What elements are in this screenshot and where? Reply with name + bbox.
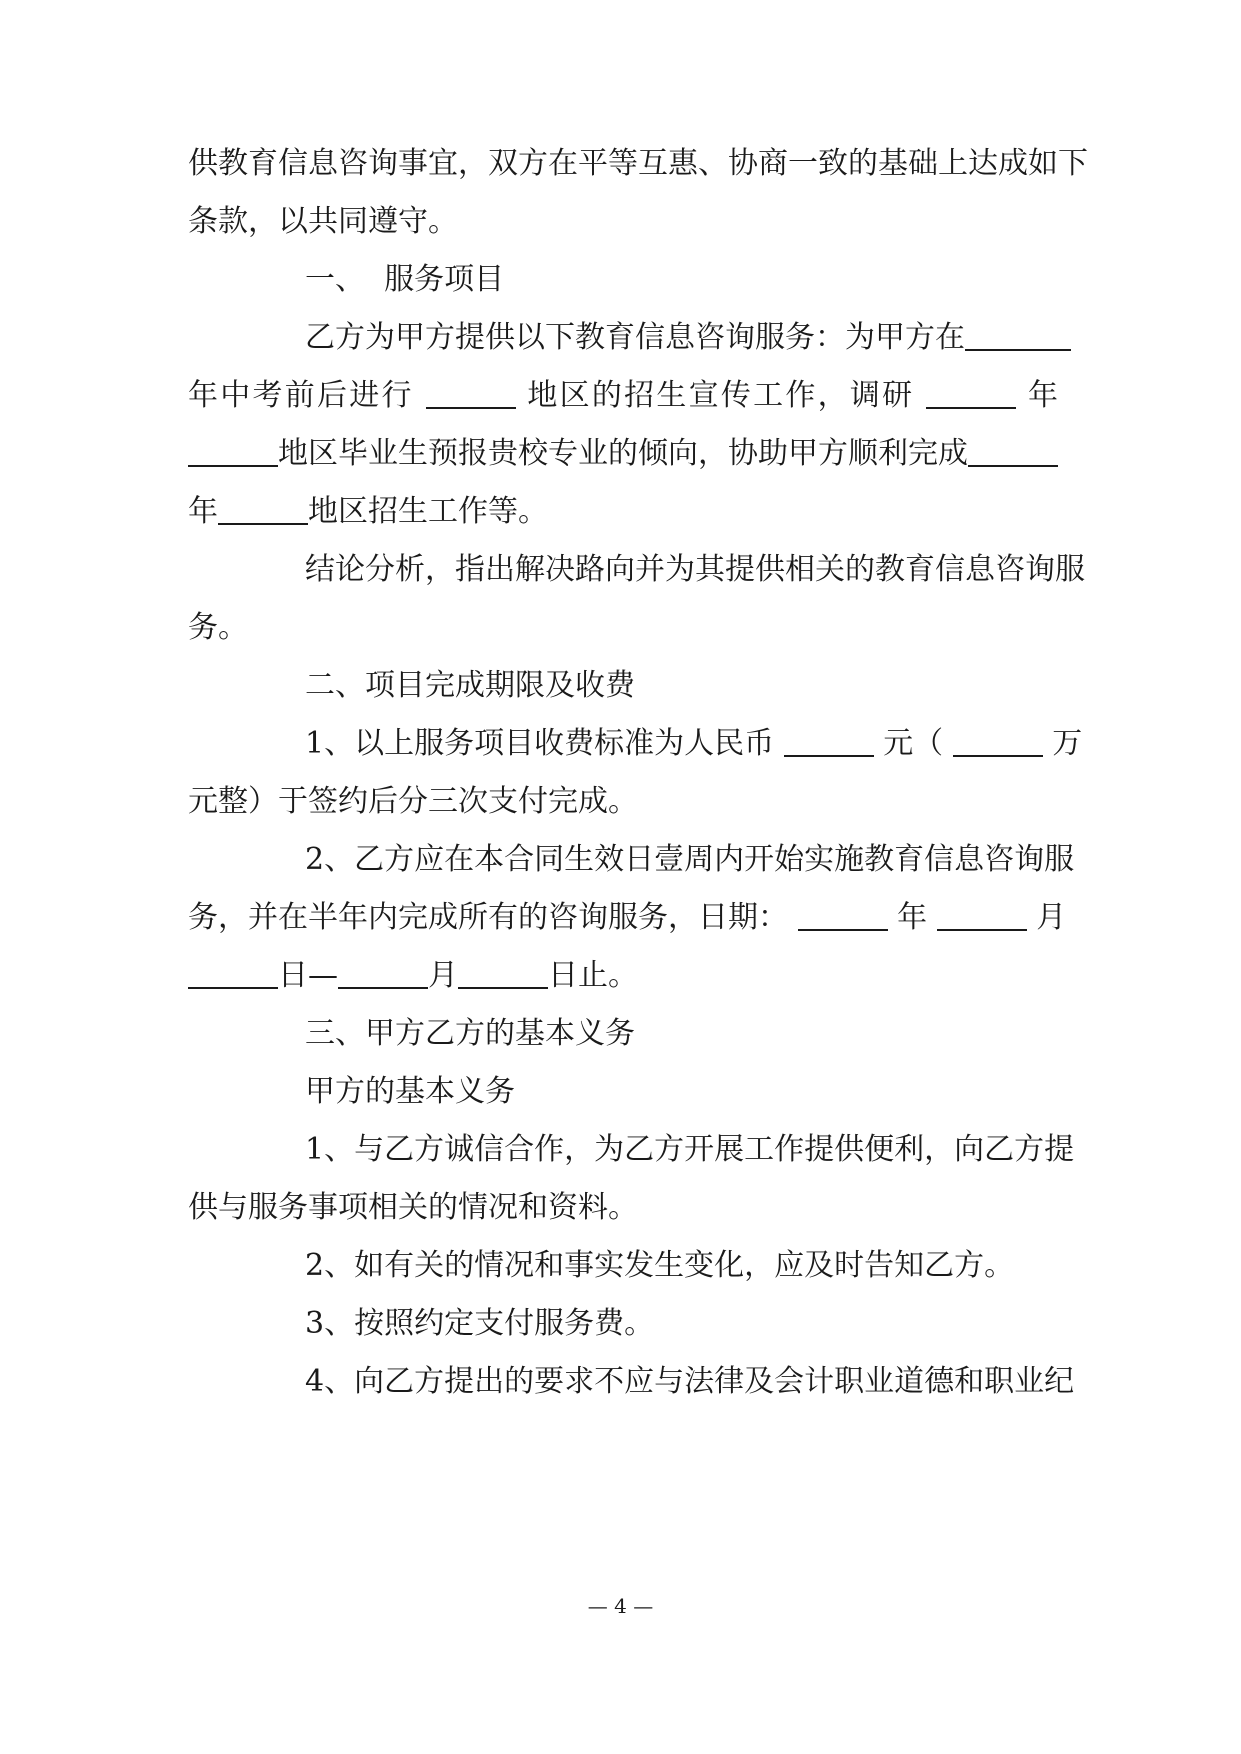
text: 2、如有关的情况和事实发生变化，应及时告知乙方。: [305, 1248, 1015, 1283]
text: 地区毕业生预报贵校专业的倾向，协助甲方顺利完成: [278, 436, 968, 471]
paragraph-line: [188, 374, 1058, 418]
text: 1、以上服务项目收费标准为人民币: [305, 726, 775, 761]
text: 元整）于签约后分三次支付完成。: [188, 784, 638, 819]
sub-heading: [305, 1070, 1058, 1114]
text: 结论分析，指出解决路向并为其提供相关的教育信息咨询服: [305, 552, 1085, 587]
text: 3、按照约定支付服务费。: [305, 1306, 655, 1341]
paragraph-line: [188, 200, 1058, 244]
text: 1、与乙方诚信合作，为乙方开展工作提供便利，向乙方提: [305, 1132, 1075, 1167]
text: 年: [188, 494, 218, 529]
paragraph-line: [188, 432, 1058, 476]
paragraph-line: [305, 1128, 1075, 1172]
fill-blank[interactable]: [784, 725, 874, 757]
text: 2、乙方应在本合同生效日壹周内开始实施教育信息咨询服: [305, 842, 1075, 877]
fill-blank[interactable]: [926, 377, 1016, 409]
paragraph-line: [305, 1360, 1075, 1404]
paragraph-line: [305, 1302, 1058, 1346]
heading-text: 二、项目完成期限及收费: [305, 668, 635, 703]
text: 供与服务事项相关的情况和资料。: [188, 1190, 638, 1225]
text: 元（: [883, 726, 944, 761]
text: 4、向乙方提出的要求不应与法律及会计职业道德和职业纪: [305, 1364, 1075, 1399]
text: 年中考前后进行: [188, 378, 414, 413]
heading-text: 三、甲方乙方的基本义务: [305, 1016, 635, 1051]
fill-blank[interactable]: [968, 435, 1058, 467]
heading-text: 甲方的基本义务: [305, 1074, 515, 1109]
fill-blank[interactable]: [458, 957, 548, 989]
paragraph-line: [188, 780, 1058, 824]
text: 年: [897, 900, 928, 935]
paragraph-line: [305, 316, 1058, 360]
heading-text: 一、 服务项目: [305, 262, 505, 297]
fill-blank[interactable]: [937, 899, 1027, 931]
text: 地区招生工作等。: [308, 494, 548, 529]
text: 月: [1036, 900, 1067, 935]
text: 务，并在半年内完成所有的咨询服务，日期：: [188, 900, 788, 935]
text: 万: [1052, 726, 1083, 761]
paragraph-line: [305, 838, 1075, 882]
paragraph-line: [188, 896, 1067, 940]
section-heading: [305, 664, 1058, 708]
text: 地区的招生宣传工作，调研: [527, 378, 915, 413]
fill-blank[interactable]: [188, 957, 278, 989]
fill-blank[interactable]: [965, 319, 1071, 351]
fill-blank[interactable]: [798, 899, 888, 931]
fill-blank[interactable]: [953, 725, 1043, 757]
section-heading: [305, 1012, 1058, 1056]
fill-blank[interactable]: [426, 377, 516, 409]
paragraph-line: [188, 490, 1058, 534]
text: 月: [428, 958, 458, 993]
fill-blank[interactable]: [188, 435, 278, 467]
paragraph-line: [305, 1244, 1058, 1288]
section-heading: [305, 258, 1058, 302]
text: 日止。: [548, 958, 638, 993]
text: 务。: [188, 610, 248, 645]
page-number: — 4 —: [587, 1594, 654, 1618]
text: 条款，以共同遵守。: [188, 204, 458, 239]
paragraph-line: [305, 548, 1085, 592]
paragraph-line: [305, 722, 1083, 766]
text: 年: [1028, 378, 1059, 413]
paragraph-line: [188, 606, 1058, 650]
text: 乙方为甲方提供以下教育信息咨询服务：为甲方在: [305, 320, 965, 355]
fill-blank[interactable]: [218, 493, 308, 525]
paragraph-line: [188, 1186, 1058, 1230]
fill-blank[interactable]: [338, 957, 428, 989]
paragraph-line: [188, 142, 1088, 186]
paragraph-line: [188, 954, 1058, 998]
text: 日—: [278, 958, 338, 993]
text: 供教育信息咨询事宜，双方在平等互惠、协商一致的基础上达成如下: [188, 146, 1088, 181]
